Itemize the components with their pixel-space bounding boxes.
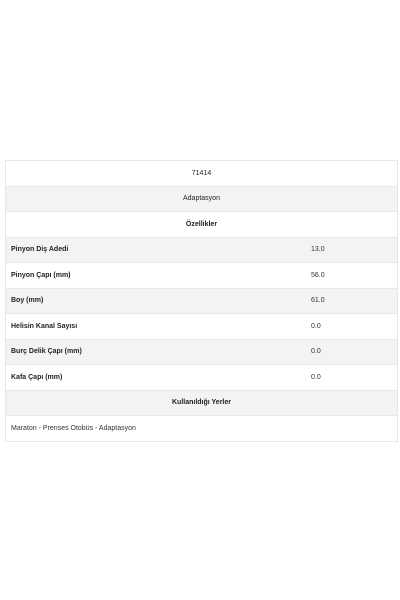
usage-text: Maraton - Prenses Otobüs - Adaptasyon bbox=[11, 424, 136, 432]
spec-table bbox=[5, 160, 398, 442]
spec-row bbox=[6, 237, 397, 263]
spec-label: Boy (mm) bbox=[11, 297, 44, 305]
product-code-row bbox=[6, 160, 397, 186]
spec-value: 0.0 bbox=[311, 373, 321, 381]
product-type-row bbox=[6, 186, 397, 212]
product-type: Adaptasyon bbox=[183, 195, 220, 203]
usage-title: Kullanıldığı Yerler bbox=[171, 399, 231, 407]
spec-value: 13.0 bbox=[311, 246, 325, 254]
spec-value: 56.0 bbox=[311, 271, 325, 279]
spec-label: Burç Delik Çapı (mm) bbox=[11, 348, 82, 356]
usage-header-row bbox=[6, 390, 397, 416]
specs-header-row bbox=[6, 211, 397, 237]
usage-row bbox=[6, 415, 397, 441]
spec-label: Helisin Kanal Sayısı bbox=[11, 322, 78, 330]
spec-row bbox=[6, 262, 397, 288]
spec-row bbox=[6, 339, 397, 365]
table-bottom-border bbox=[6, 441, 397, 442]
spec-value: 0.0 bbox=[311, 348, 321, 356]
spec-row bbox=[6, 364, 397, 390]
spec-value: 61.0 bbox=[311, 297, 325, 305]
spec-row bbox=[6, 313, 397, 339]
spec-value: 0.0 bbox=[311, 322, 321, 330]
specs-title: Özellikler bbox=[185, 220, 218, 228]
spec-row bbox=[6, 288, 397, 314]
spec-label: Pinyon Çapı (mm) bbox=[11, 271, 71, 279]
product-code: 71414 bbox=[191, 169, 212, 177]
spec-label: Kafa Çapı (mm) bbox=[11, 373, 63, 381]
spec-label: Pinyon Diş Adedi bbox=[11, 246, 69, 254]
